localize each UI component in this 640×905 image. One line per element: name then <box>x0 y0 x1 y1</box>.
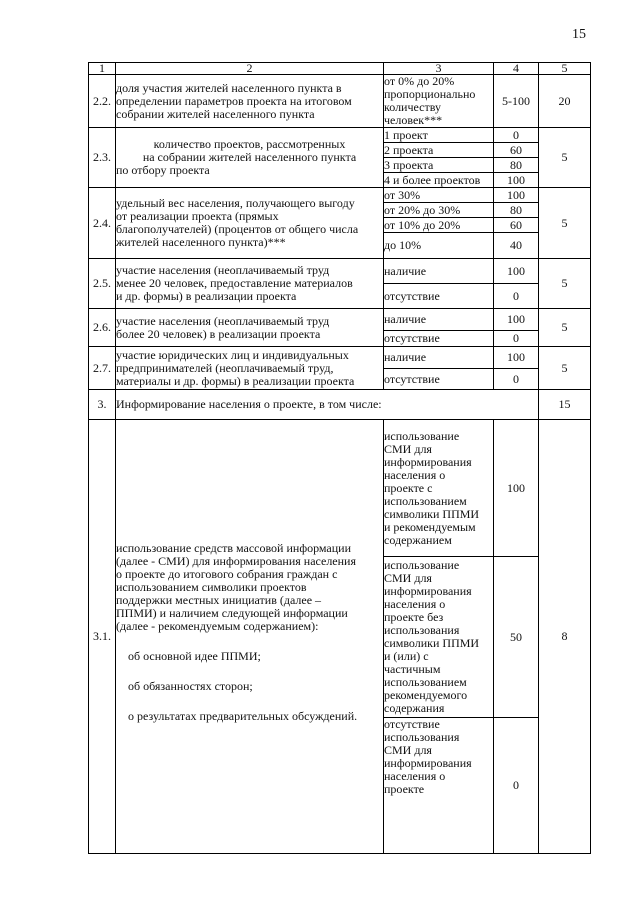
list-item: об основной идее ППМИ; <box>128 649 261 663</box>
option-line: символики ППМИ <box>384 506 480 521</box>
description-line: более 20 человек) в реализации проекта <box>116 326 321 341</box>
option-label: 2 проекта <box>384 143 494 158</box>
option-points: 0 <box>494 331 539 347</box>
option-label: отсутствие <box>384 369 494 390</box>
description-line: поддержки местных инициатив (далее – <box>116 593 322 607</box>
option-points: 60 <box>494 143 539 158</box>
option-line: частичным <box>384 662 441 676</box>
option-points: 100 <box>494 309 539 331</box>
option-line: СМИ для <box>384 441 432 456</box>
row-number: 3.1. <box>89 420 116 854</box>
description-line: участие населения (неоплачиваемый труд <box>116 263 330 277</box>
description-line: материалы и др. формы) в реализации проекта <box>116 373 355 388</box>
header-cell: 3 <box>384 63 494 75</box>
max-score: 5 <box>539 128 591 188</box>
criterion-description <box>116 420 384 854</box>
description-line: от реализации проекта (прямых <box>116 209 279 223</box>
option-line: использование <box>384 558 460 572</box>
option-line: информирования <box>384 454 472 469</box>
option-line: СМИ для <box>384 743 432 757</box>
option-line: населения о <box>384 467 446 482</box>
description-line: жителей населенного пункта)*** <box>116 235 286 249</box>
description-line: доля участия жителей населенного пункта в <box>116 80 342 95</box>
option-line: проекте <box>384 782 425 796</box>
option-line: информирования <box>384 756 472 770</box>
option-line: рекомендуемого <box>384 688 468 702</box>
table-row <box>89 128 591 143</box>
criterion-description <box>116 75 384 128</box>
option-points: 100 <box>494 420 539 557</box>
option-label: от 20% до 30% <box>384 203 494 218</box>
option-label: от 30% <box>384 188 494 203</box>
description-line: менее 20 человек, предоставление материалов <box>116 276 353 290</box>
table-row <box>89 390 591 420</box>
table-row <box>89 75 591 128</box>
option-line: информирования <box>384 584 472 598</box>
table-row <box>89 420 591 557</box>
description-line: и др. формы) в реализации проекта <box>116 289 297 303</box>
description-line: использование средств массовой информации <box>116 541 352 555</box>
description-line: (далее - рекомендуемым содержанием): <box>116 619 319 633</box>
description-line: участие юридических лиц и индивидуальных <box>116 347 349 362</box>
description-line: (далее - СМИ) для информирования населения <box>116 554 356 568</box>
description-line: о проекте до итогового собрания граждан с <box>116 567 338 581</box>
row-number: 2.6. <box>89 309 116 347</box>
option-points: 100 <box>494 188 539 203</box>
option-label: 4 и более проектов <box>384 173 494 188</box>
option-line: использованием <box>384 675 467 689</box>
option-line: СМИ для <box>384 571 432 585</box>
option-points: 60 <box>494 218 539 233</box>
description-line: удельный вес населения, получающего выгоду <box>116 196 355 210</box>
option-line: населения о <box>384 597 446 611</box>
description-line: благополучателей) (процентов от общего числа <box>116 222 359 236</box>
row-number: 2.7. <box>89 347 116 390</box>
option-label: наличие <box>384 347 494 369</box>
option-line: человек*** <box>384 113 443 127</box>
list-item: о результатах предварительных обсуждений. <box>128 709 358 723</box>
option-line: использования <box>384 730 460 744</box>
description-line: на собрании жителей населенного пункта <box>142 150 357 164</box>
row-number: 2.3. <box>89 128 116 188</box>
option-label: отсутствие <box>384 331 494 347</box>
option-label: 1 проект <box>384 128 494 143</box>
max-score: 8 <box>539 420 591 854</box>
option-points: 40 <box>494 233 539 259</box>
option-line: отсутствие <box>384 717 440 731</box>
option-line: символики ППМИ <box>384 636 480 650</box>
max-score: 5 <box>539 188 591 259</box>
option-label: 3 проекта <box>384 158 494 173</box>
criterion-description <box>116 309 384 347</box>
option-points: 0 <box>494 718 539 854</box>
max-score: 5 <box>539 259 591 309</box>
max-score: 5 <box>539 347 591 390</box>
option-line: использованием <box>384 493 467 508</box>
option-label: отсутствие <box>384 284 494 309</box>
row-number: 2.4. <box>89 188 116 259</box>
description-line: собрании жителей населенного пункта <box>116 106 315 121</box>
option-points: 5-100 <box>494 75 539 128</box>
criterion-description <box>116 259 384 309</box>
header-cell: 2 <box>116 63 384 75</box>
description-line: участие населения (неоплачиваемый труд <box>116 313 330 328</box>
page-number: 15 <box>572 27 586 42</box>
option-points: 100 <box>494 259 539 284</box>
description-line: количество проектов, рассмотренных <box>153 137 346 151</box>
option-points: 80 <box>494 203 539 218</box>
option-line: пропорционально <box>384 87 476 101</box>
option-line: и (или) с <box>384 649 429 663</box>
option-line: количеству <box>384 100 441 114</box>
option-line: проекте без <box>384 610 444 624</box>
header-cell: 5 <box>539 63 591 75</box>
table-row <box>89 259 591 284</box>
criterion-option <box>384 75 494 128</box>
option-line: содержанием <box>384 532 452 547</box>
max-score: 20 <box>539 75 591 128</box>
option-line: от 0% до 20% <box>384 74 455 88</box>
criterion-option <box>384 557 494 718</box>
option-label: наличие <box>384 309 494 331</box>
criterion-description <box>116 188 384 259</box>
criterion-option <box>384 718 494 854</box>
section-title: Информирование населения о проекте, в том числе: <box>116 390 539 420</box>
table-header-row <box>89 63 591 75</box>
option-points: 100 <box>494 173 539 188</box>
header-cell: 1 <box>89 63 116 75</box>
max-score: 15 <box>539 390 591 420</box>
option-line: использование <box>384 428 460 443</box>
option-line: и рекомендуемым <box>384 519 476 534</box>
description-line: предпринимателей (неоплачиваемый труд, <box>116 360 334 375</box>
description-line: использованием символики проектов <box>116 580 307 594</box>
table-row <box>89 309 591 331</box>
option-label: от 10% до 20% <box>384 218 494 233</box>
description-line: ППМИ) и наличием следующей информации <box>116 606 348 620</box>
row-number: 3. <box>89 390 116 420</box>
option-label: до 10% <box>384 233 494 259</box>
option-points: 50 <box>494 557 539 718</box>
list-item: об обязанностях сторон; <box>128 679 253 693</box>
table-row <box>89 188 591 203</box>
option-line: населения о <box>384 769 446 783</box>
option-line: использования <box>384 623 460 637</box>
option-points: 100 <box>494 347 539 369</box>
table-row <box>89 347 591 369</box>
header-cell: 4 <box>494 63 539 75</box>
option-points: 0 <box>494 369 539 390</box>
criterion-description <box>116 128 384 188</box>
criteria-table <box>88 62 591 854</box>
description-line: по отбору проекта <box>116 163 210 177</box>
row-number: 2.2. <box>89 75 116 128</box>
criterion-description <box>116 347 384 390</box>
option-points: 0 <box>494 284 539 309</box>
option-points: 80 <box>494 158 539 173</box>
description-line: определении параметров проекта на итоговом <box>116 93 352 108</box>
criterion-option <box>384 420 494 557</box>
max-score: 5 <box>539 309 591 347</box>
option-line: проекте с <box>384 480 433 495</box>
row-number: 2.5. <box>89 259 116 309</box>
option-label: наличие <box>384 259 494 284</box>
option-line: содержания <box>384 701 445 715</box>
option-points: 0 <box>494 128 539 143</box>
